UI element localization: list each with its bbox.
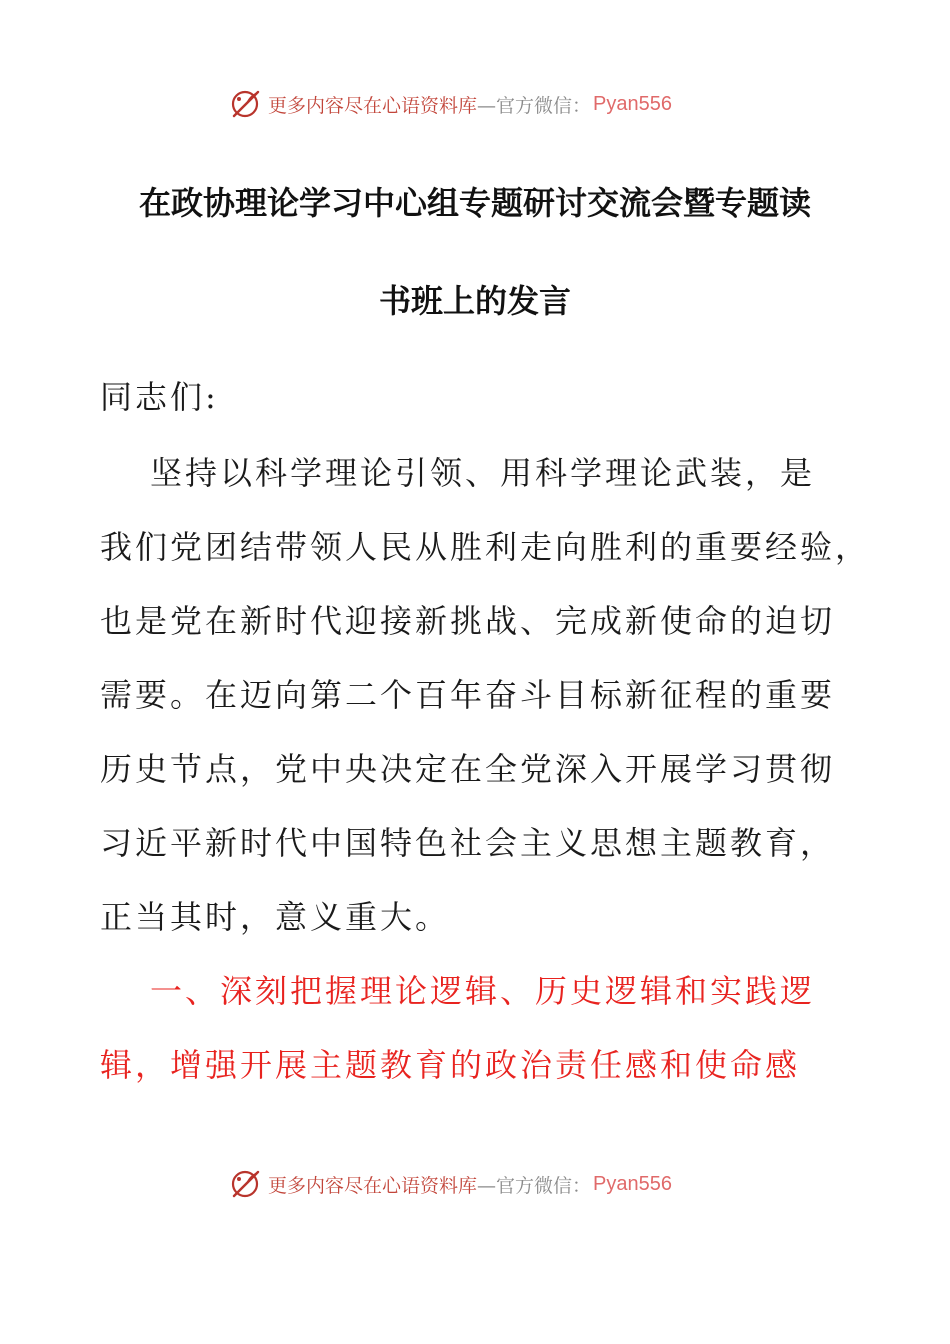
footer-watermark	[228, 1164, 672, 1204]
body-line: 历史节点，党中央决定在全党深入开展学习贯彻	[100, 750, 836, 788]
body-line: 习近平新时代中国特色社会主义思想主题教育，	[100, 824, 836, 862]
watermark-gray-text: —官方微信：	[477, 1174, 592, 1197]
watermark-gray-text: —官方微信：	[477, 94, 592, 117]
body-line: 我们党团结带领人民从胜利走向胜利的重要经验，	[100, 528, 871, 566]
quill-logo-icon	[228, 86, 264, 122]
watermark-red-text: 更多内容尽在心语资料库	[268, 94, 478, 117]
section-heading-line-1: 一、深刻把握理论逻辑、历史逻辑和实践逻	[150, 972, 816, 1010]
quill-logo-icon	[228, 1166, 264, 1202]
body-line: 正当其时，意义重大。	[100, 898, 451, 936]
greeting: 同志们:	[100, 378, 219, 416]
watermark-wechat-id: Pyan556	[593, 1172, 672, 1195]
watermark-red-text: 更多内容尽在心语资料库	[268, 1174, 478, 1197]
header-watermark	[228, 84, 672, 124]
document-title-line-2: 书班上的发言	[378, 282, 571, 320]
body-line: 需要。在迈向第二个百年奋斗目标新征程的重要	[100, 676, 836, 714]
body-line: 坚持以科学理论引领、用科学理论武装，是	[150, 454, 816, 492]
document-title-line-1: 在政协理论学习中心组专题研讨交流会暨专题读	[138, 184, 811, 222]
section-heading-line-2: 辑，增强开展主题教育的政治责任感和使命感	[100, 1046, 801, 1084]
watermark-wechat-id: Pyan556	[593, 92, 672, 115]
body-line: 也是党在新时代迎接新挑战、完成新使命的迫切	[100, 602, 836, 640]
